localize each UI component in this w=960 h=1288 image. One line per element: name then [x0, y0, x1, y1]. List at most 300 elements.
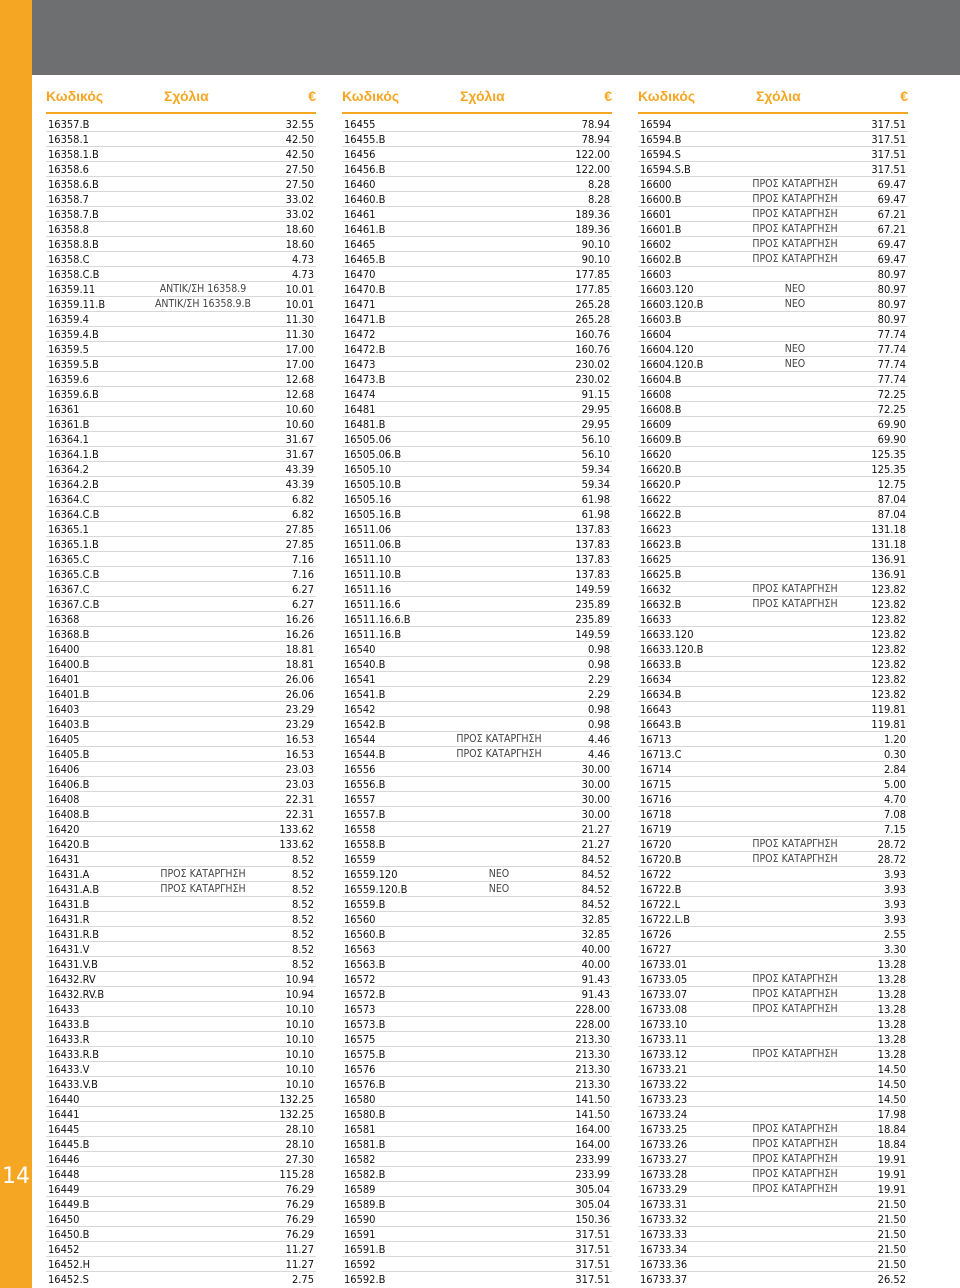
product-code: 16582 [344, 1153, 376, 1166]
product-note: ΠΡΟΣ ΚΑΤΑΡΓΗΣΗ [752, 1123, 838, 1135]
product-price: 230.02 [575, 358, 610, 371]
product-price: 317.51 [575, 1243, 610, 1256]
table-row [638, 1062, 908, 1077]
table-row [342, 1032, 612, 1047]
table-row [638, 417, 908, 432]
product-code: 16603 [640, 268, 672, 281]
product-code: 16359.4 [48, 313, 89, 326]
product-code: 16594.S [640, 148, 681, 161]
product-price: 16.53 [285, 748, 314, 761]
table-row [46, 207, 316, 222]
product-price: 123.82 [871, 658, 906, 671]
product-price: 18.81 [285, 643, 314, 656]
table-row [46, 1032, 316, 1047]
product-code: 16602 [640, 238, 672, 251]
table-row [46, 642, 316, 657]
product-price: 317.51 [871, 118, 906, 131]
product-price: 77.74 [877, 343, 906, 356]
table-row [46, 612, 316, 627]
product-price: 123.82 [871, 583, 906, 596]
product-price: 69.90 [877, 433, 906, 446]
product-code: 16559 [344, 853, 376, 866]
table-row [638, 1032, 908, 1047]
product-code: 16452.H [48, 1258, 91, 1271]
product-price: 317.51 [871, 163, 906, 176]
product-price: 67.21 [877, 208, 906, 221]
product-note: ΠΡΟΣ ΚΑΤΑΡΓΗΣΗ [752, 1003, 838, 1015]
product-code: 16576.B [344, 1078, 386, 1091]
table-row [342, 792, 612, 807]
product-price: 21.50 [877, 1258, 906, 1271]
product-price: 30.00 [581, 793, 610, 806]
table-row [342, 1092, 612, 1107]
product-price: 6.27 [291, 598, 314, 611]
table-row [342, 657, 612, 672]
product-price: 16.53 [285, 733, 314, 746]
product-note: ΝΕΟ [784, 343, 806, 355]
product-price: 28.10 [285, 1123, 314, 1136]
product-code: 16733.34 [640, 1243, 688, 1256]
product-code: 16620.P [640, 478, 681, 491]
product-price: 87.04 [877, 508, 906, 521]
product-price: 177.85 [575, 268, 610, 281]
table-row [342, 537, 612, 552]
product-code: 16440 [48, 1093, 80, 1106]
product-code: 16361 [48, 403, 80, 416]
product-price: 3.93 [883, 883, 906, 896]
product-price: 76.29 [285, 1228, 314, 1241]
product-code: 16733.29 [640, 1183, 688, 1196]
product-price: 189.36 [575, 208, 610, 221]
product-price: 33.02 [285, 208, 314, 221]
product-price: 29.95 [581, 418, 610, 431]
table-row [46, 807, 316, 822]
product-code: 16431.B [48, 898, 90, 911]
product-code: 16603.120.B [640, 298, 704, 311]
product-price: 84.52 [581, 868, 610, 881]
product-code: 16542 [344, 703, 376, 716]
table-row [638, 282, 908, 297]
product-price: 14.50 [877, 1093, 906, 1106]
product-price: 77.74 [877, 328, 906, 341]
table-row [46, 567, 316, 582]
product-code: 16448 [48, 1168, 80, 1181]
product-price: 29.95 [581, 403, 610, 416]
product-price: 2.29 [587, 673, 610, 686]
product-code: 16716 [640, 793, 672, 806]
product-code: 16358.C [48, 253, 90, 266]
price-rows [638, 117, 908, 1287]
header-code: Κωδικός [46, 88, 104, 104]
product-price: 33.02 [285, 193, 314, 206]
product-code: 16718 [640, 808, 672, 821]
product-code: 16473.B [344, 373, 386, 386]
product-price: 123.82 [871, 613, 906, 626]
product-price: 137.83 [575, 568, 610, 581]
product-price: 149.59 [575, 628, 610, 641]
table-row [46, 702, 316, 717]
product-code: 16573 [344, 1003, 376, 1016]
table-row [46, 162, 316, 177]
product-price: 305.04 [575, 1198, 610, 1211]
table-row [342, 1047, 612, 1062]
product-code: 16456 [344, 148, 376, 161]
table-row [342, 717, 612, 732]
product-price: 13.28 [877, 1033, 906, 1046]
table-row [638, 717, 908, 732]
product-note: ΝΕΟ [488, 868, 510, 880]
product-code: 16511.10.B [344, 568, 402, 581]
table-row [342, 612, 612, 627]
product-price: 8.52 [291, 943, 314, 956]
table-row [46, 1122, 316, 1137]
product-code: 16591.B [344, 1243, 386, 1256]
product-code: 16575.B [344, 1048, 386, 1061]
product-code: 16465 [344, 238, 376, 251]
product-price: 80.97 [877, 268, 906, 281]
product-price: 78.94 [581, 133, 610, 146]
table-row [342, 1182, 612, 1197]
table-row [342, 447, 612, 462]
table-row [342, 912, 612, 927]
table-row [342, 387, 612, 402]
product-code: 16361.B [48, 418, 90, 431]
table-row [638, 1257, 908, 1272]
product-code: 16622.B [640, 508, 682, 521]
product-price: 11.30 [285, 313, 314, 326]
product-price: 12.75 [877, 478, 906, 491]
header-euro: € [604, 88, 612, 104]
table-row [46, 1212, 316, 1227]
product-code: 16722.L.B [640, 913, 691, 926]
product-code: 16359.11.B [48, 298, 106, 311]
product-price: 11.30 [285, 328, 314, 341]
table-row [342, 492, 612, 507]
table-row [638, 957, 908, 972]
table-row [46, 582, 316, 597]
product-price: 164.00 [575, 1123, 610, 1136]
table-row [46, 342, 316, 357]
table-row [638, 387, 908, 402]
table-row [638, 807, 908, 822]
product-note: ΠΡΟΣ ΚΑΤΑΡΓΗΣΗ [752, 853, 838, 865]
product-code: 16572 [344, 973, 376, 986]
table-row [342, 477, 612, 492]
product-note: ΠΡΟΣ ΚΑΤΑΡΓΗΣΗ [752, 1048, 838, 1060]
product-price: 149.59 [575, 583, 610, 596]
product-price: 23.29 [285, 703, 314, 716]
product-price: 132.25 [279, 1108, 314, 1121]
product-code: 16461.B [344, 223, 386, 236]
product-price: 26.52 [877, 1273, 906, 1286]
product-price: 228.00 [575, 1018, 610, 1031]
product-code: 16401.B [48, 688, 90, 701]
product-price: 2.84 [883, 763, 906, 776]
product-code: 16733.25 [640, 1123, 688, 1136]
product-price: 4.46 [587, 748, 610, 761]
table-row [46, 1167, 316, 1182]
table-row [638, 252, 908, 267]
product-price: 31.67 [285, 433, 314, 446]
product-note: ΠΡΟΣ ΚΑΤΑΡΓΗΣΗ [752, 253, 838, 265]
product-price: 76.29 [285, 1183, 314, 1196]
product-price: 78.94 [581, 118, 610, 131]
table-row [342, 582, 612, 597]
product-note: ΠΡΟΣ ΚΑΤΑΡΓΗΣΗ [752, 1168, 838, 1180]
product-price: 10.60 [285, 418, 314, 431]
table-row [46, 432, 316, 447]
product-code: 16358.1.B [48, 148, 99, 161]
product-code: 16622 [640, 493, 672, 506]
product-code: 16445.B [48, 1138, 90, 1151]
product-code: 16449 [48, 1183, 80, 1196]
table-row [46, 387, 316, 402]
product-price: 164.00 [575, 1138, 610, 1151]
product-code: 16403 [48, 703, 80, 716]
table-row [46, 597, 316, 612]
table-row [46, 957, 316, 972]
product-price: 0.98 [587, 658, 610, 671]
table-row [46, 147, 316, 162]
table-row [638, 267, 908, 282]
table-row [342, 867, 612, 882]
table-row [638, 1272, 908, 1287]
product-code: 16401 [48, 673, 80, 686]
table-row [638, 177, 908, 192]
table-row [638, 567, 908, 582]
product-price: 6.82 [291, 493, 314, 506]
product-code: 16450.B [48, 1228, 90, 1241]
product-price: 13.28 [877, 1018, 906, 1031]
product-price: 8.52 [291, 853, 314, 866]
table-row [46, 1257, 316, 1272]
product-code: 16406.B [48, 778, 90, 791]
product-code: 16559.120 [344, 868, 398, 881]
product-code: 16557 [344, 793, 376, 806]
product-price: 2.75 [291, 1273, 314, 1286]
product-code: 16573.B [344, 1018, 386, 1031]
table-row [342, 1272, 612, 1287]
product-note: ΠΡΟΣ ΚΑΤΑΡΓΗΣΗ [752, 1183, 838, 1195]
product-code: 16634.B [640, 688, 682, 701]
table-row [638, 1197, 908, 1212]
product-price: 11.27 [285, 1243, 314, 1256]
product-code: 16433.R.B [48, 1048, 100, 1061]
product-code: 16358.1 [48, 133, 89, 146]
table-row [638, 867, 908, 882]
product-price: 115.28 [279, 1168, 314, 1181]
product-price: 69.47 [877, 238, 906, 251]
product-price: 160.76 [575, 343, 610, 356]
product-note: ΠΡΟΣ ΚΑΤΑΡΓΗΣΗ [752, 1138, 838, 1150]
product-price: 4.70 [883, 793, 906, 806]
product-code: 16733.31 [640, 1198, 688, 1211]
product-price: 26.06 [285, 688, 314, 701]
product-price: 8.52 [291, 883, 314, 896]
product-price: 40.00 [581, 943, 610, 956]
table-row [46, 897, 316, 912]
table-row [342, 732, 612, 747]
top-banner [0, 0, 960, 75]
product-code: 16471.B [344, 313, 386, 326]
table-row [342, 312, 612, 327]
product-note: ΑΝΤΙΚ/ΣΗ 16358.9.B [154, 298, 252, 310]
product-code: 16449.B [48, 1198, 90, 1211]
product-code: 16368.B [48, 628, 90, 641]
product-code: 16358.6.B [48, 178, 99, 191]
product-price: 265.28 [575, 313, 610, 326]
product-code: 16433.B [48, 1018, 90, 1031]
product-price: 131.18 [871, 523, 906, 536]
product-code: 16431.A.B [48, 883, 100, 896]
product-code: 16581 [344, 1123, 376, 1136]
product-price: 10.94 [285, 973, 314, 986]
product-price: 31.67 [285, 448, 314, 461]
product-code: 16594 [640, 118, 672, 131]
table-row [46, 1002, 316, 1017]
product-price: 119.81 [871, 718, 906, 731]
table-row [342, 117, 612, 132]
product-price: 2.29 [587, 688, 610, 701]
product-price: 10.10 [285, 1048, 314, 1061]
product-code: 16580.B [344, 1108, 386, 1121]
product-code: 16559.120.B [344, 883, 408, 896]
product-price: 21.50 [877, 1228, 906, 1241]
table-row [46, 192, 316, 207]
table-row [46, 882, 316, 897]
product-code: 16368 [48, 613, 80, 626]
column-header [46, 88, 316, 110]
product-code: 16633.120 [640, 628, 694, 641]
product-code: 16580 [344, 1093, 376, 1106]
product-price: 4.73 [291, 268, 314, 281]
product-price: 90.10 [581, 238, 610, 251]
product-code: 16733.23 [640, 1093, 688, 1106]
product-code: 16445 [48, 1123, 80, 1136]
product-price: 42.50 [285, 133, 314, 146]
product-price: 8.28 [587, 178, 610, 191]
product-code: 16544 [344, 733, 376, 746]
product-code: 16511.06.B [344, 538, 402, 551]
table-row [342, 222, 612, 237]
table-row [46, 252, 316, 267]
product-code: 16572.B [344, 988, 386, 1001]
product-code: 16632 [640, 583, 672, 596]
product-price: 21.50 [877, 1198, 906, 1211]
product-note: ΠΡΟΣ ΚΑΤΑΡΓΗΣΗ [752, 238, 838, 250]
product-code: 16450 [48, 1213, 80, 1226]
table-row [46, 972, 316, 987]
table-row [46, 1242, 316, 1257]
product-code: 16727 [640, 943, 672, 956]
product-price: 150.36 [575, 1213, 610, 1226]
product-code: 16719 [640, 823, 672, 836]
product-code: 16460.B [344, 193, 386, 206]
product-price: 28.72 [877, 853, 906, 866]
product-code: 16733.11 [640, 1033, 688, 1046]
product-code: 16367.C.B [48, 598, 100, 611]
product-code: 16358.C.B [48, 268, 100, 281]
side-accent-strip [0, 0, 32, 1288]
product-price: 213.30 [575, 1033, 610, 1046]
product-price: 56.10 [581, 433, 610, 446]
table-row [46, 237, 316, 252]
product-code: 16452 [48, 1243, 80, 1256]
product-price: 13.28 [877, 973, 906, 986]
product-code: 16581.B [344, 1138, 386, 1151]
product-price: 8.52 [291, 928, 314, 941]
table-row [342, 1002, 612, 1017]
table-row [46, 627, 316, 642]
table-row [342, 1152, 612, 1167]
product-code: 16563 [344, 943, 376, 956]
product-price: 8.52 [291, 958, 314, 971]
table-row [342, 672, 612, 687]
product-code: 16505.10.B [344, 478, 402, 491]
product-code: 16359.6 [48, 373, 89, 386]
table-row [342, 357, 612, 372]
product-code: 16541.B [344, 688, 386, 701]
product-price: 23.03 [285, 778, 314, 791]
product-price: 305.04 [575, 1183, 610, 1196]
product-code: 16505.10 [344, 463, 392, 476]
product-price: 123.82 [871, 628, 906, 641]
product-price: 12.68 [285, 388, 314, 401]
table-row [342, 132, 612, 147]
table-row [46, 552, 316, 567]
table-row [638, 237, 908, 252]
product-code: 16733.37 [640, 1273, 688, 1286]
product-price: 10.10 [285, 1018, 314, 1031]
product-price: 10.60 [285, 403, 314, 416]
product-code: 16359.5.B [48, 358, 99, 371]
product-note: ΠΡΟΣ ΚΑΤΑΡΓΗΣΗ [752, 208, 838, 220]
table-row [46, 777, 316, 792]
product-code: 16582.B [344, 1168, 386, 1181]
product-code: 16722.B [640, 883, 682, 896]
product-note: ΠΡΟΣ ΚΑΤΑΡΓΗΣΗ [752, 1153, 838, 1165]
table-row [638, 192, 908, 207]
product-code: 16481 [344, 403, 376, 416]
product-code: 16364.2 [48, 463, 89, 476]
product-note: ΠΡΟΣ ΚΑΤΑΡΓΗΣΗ [456, 748, 542, 760]
product-code: 16431.R.B [48, 928, 100, 941]
table-row [46, 822, 316, 837]
product-price: 235.89 [575, 598, 610, 611]
table-row [342, 252, 612, 267]
table-row [638, 1167, 908, 1182]
table-row [638, 732, 908, 747]
product-price: 40.00 [581, 958, 610, 971]
product-price: 213.30 [575, 1078, 610, 1091]
product-code: 16406 [48, 763, 80, 776]
table-row [638, 1092, 908, 1107]
product-price: 18.81 [285, 658, 314, 671]
product-code: 16511.16.6.B [344, 613, 411, 626]
table-row [46, 177, 316, 192]
table-row [46, 267, 316, 282]
product-price: 87.04 [877, 493, 906, 506]
table-row [342, 702, 612, 717]
table-row [638, 597, 908, 612]
table-row [46, 1077, 316, 1092]
product-price: 177.85 [575, 283, 610, 296]
product-price: 28.10 [285, 1138, 314, 1151]
product-price: 10.10 [285, 1003, 314, 1016]
product-price: 30.00 [581, 763, 610, 776]
product-price: 19.91 [877, 1153, 906, 1166]
table-row [46, 402, 316, 417]
